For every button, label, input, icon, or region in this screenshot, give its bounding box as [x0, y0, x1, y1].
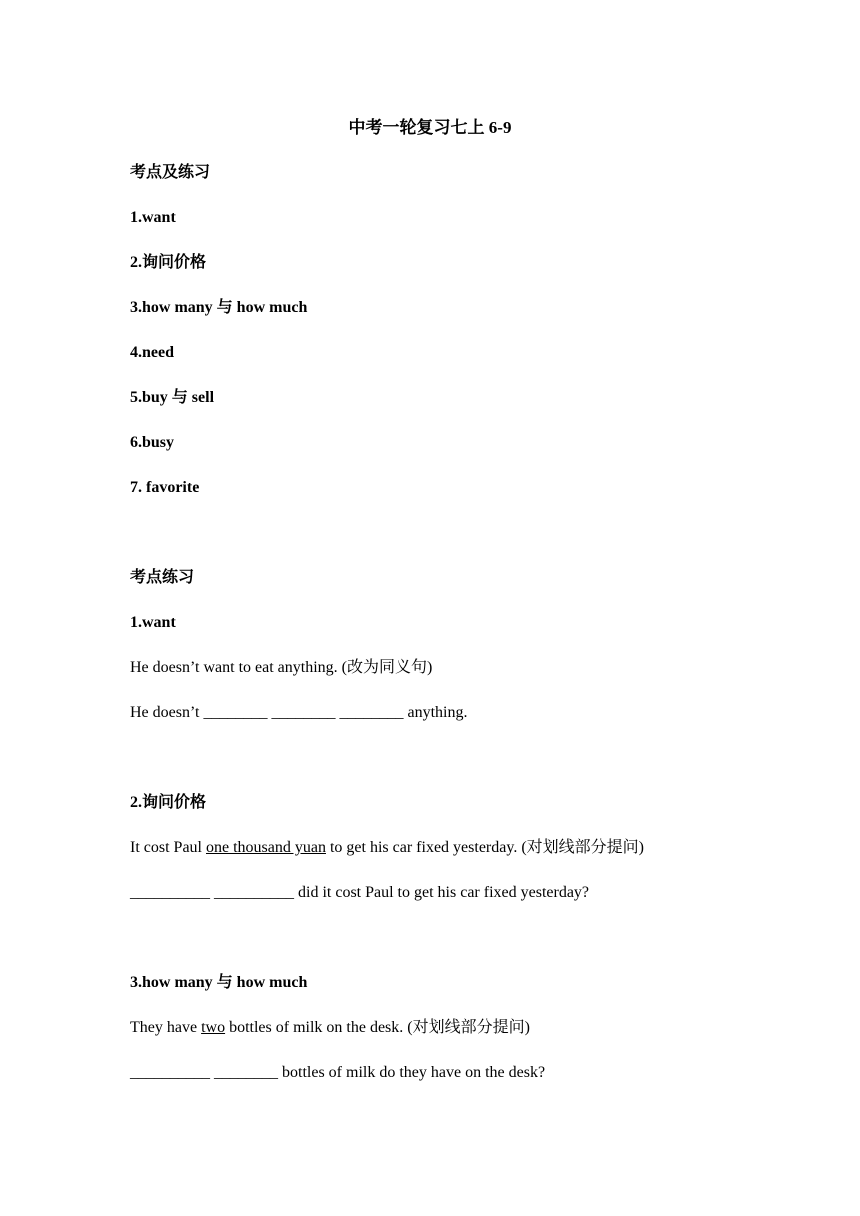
exercise-heading: 2.询问价格 [130, 794, 207, 811]
instruction: (对划线部分提问) [521, 839, 644, 856]
question-text: He doesn’t want to eat anything. [130, 659, 342, 676]
question-text: It cost Paul [130, 839, 206, 856]
underlined-part: two [201, 1019, 226, 1036]
answer-line: __________ __________ did it cost Paul to get his car fixed yesterday? [130, 884, 590, 901]
outline-item: 6.busy [130, 434, 175, 451]
answer-line: He doesn’t ________ ________ ________ anything. [130, 704, 468, 721]
exercise-question [130, 658, 432, 678]
question-text: They have [130, 1019, 202, 1036]
section-heading: 考点及练习 [130, 164, 211, 181]
exercise-question [130, 838, 644, 858]
page-title: 中考一轮复习七上 6-9 [348, 118, 512, 137]
exercise-question [130, 1018, 530, 1038]
underlined-part: one thousand yuan [206, 839, 326, 856]
outline-item: 7. favorite [130, 479, 200, 496]
instruction: (改为同义句) [341, 659, 433, 676]
instruction: (对划线部分提问) [407, 1019, 530, 1036]
answer-line: __________ ________ bottles of milk do they have on the desk? [130, 1064, 546, 1081]
outline-item: 5.buy 与 sell [130, 389, 215, 406]
outline-item: 1.want [130, 209, 176, 226]
outline-item: 3.how many 与 how much [130, 299, 308, 316]
exercise-heading: 3.how many 与 how much [130, 974, 308, 991]
outline-item: 2.询问价格 [130, 254, 207, 271]
exercise-heading: 1.want [130, 614, 176, 631]
question-text: bottles of milk on the desk. [225, 1019, 408, 1036]
question-text: to get his car fixed yesterday. [325, 839, 522, 856]
section-heading: 考点练习 [130, 569, 195, 586]
outline-item: 4.need [130, 344, 174, 361]
